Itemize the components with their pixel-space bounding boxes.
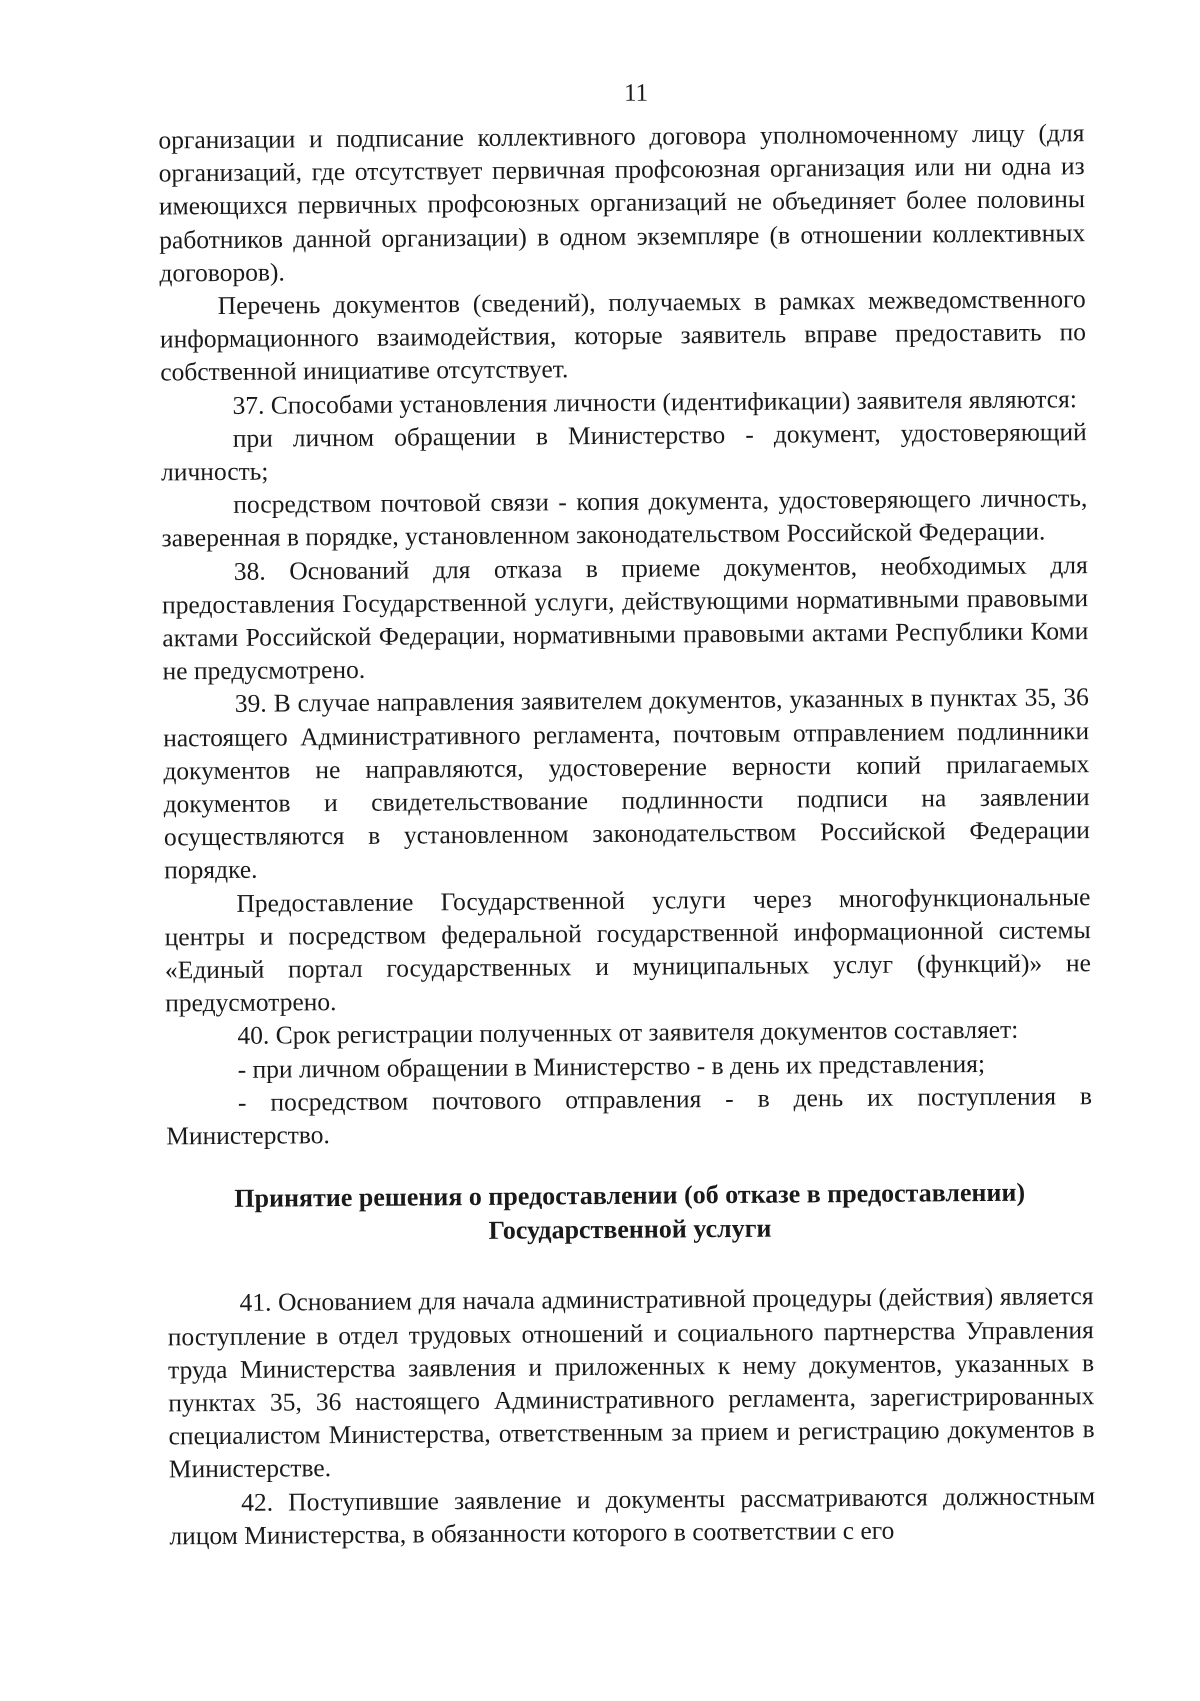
paragraph-37: 37. Способами установления личности (идентификации) заявителя являются: — [232, 383, 1077, 420]
section-heading — [167, 1175, 1094, 1250]
paragraph-continuation: организации и подписание коллективного договора уполномоченному лицу (для организаций, где отсутствует первичная профсоюзная организация или ни одна из имеющихся первичных профсоюзных организаций не объединяет более половины работников данной организации) в одном экземпляре (в отношении коллективных договоров). — [158, 118, 1086, 288]
paragraph-42: 42. Поступившие заявление и документы рассматриваются должностным лицом Министерства, в обязанности которого в соответствии с его — [169, 1480, 1096, 1551]
section-heading-line-2: Государственной услуги — [488, 1213, 772, 1246]
paragraph-39: 39. В случае направления заявителем документов, указанных в пунктах 35, 36 настоящего Административного регламента, почтовым отправлением подлинники документов не направляются, удостоверение верности копий прилагаемых документов и свидетельствование подлинности подписи на заявлении осуществляются в установленном законодательством Российской Федерации порядке. — [163, 682, 1090, 885]
paragraph-mfc: Предоставление Государственной услуги через многофункциональные центры и посредством федеральной государственной информационной системы «Единый портал государственных и муниципальных услуг (функций)» не предусмотрено. — [164, 881, 1092, 1018]
page-number: 11 — [623, 79, 649, 107]
paragraph-40-postal: - посредством почтового отправления - в день их поступления в Министерство. — [166, 1081, 1093, 1151]
paragraph-41: 41. Основанием для начала административной процедуры (действия) является поступление в отдел трудовых отношений и социального партнерства Управления труда Министерства заявления и приложенных к нему документов, указанных в пунктах 35, 36 настоящего Административного регламента, зарегистрированных специалистом Министерства, ответственным за прием и регистрацию документов в Министерстве. — [167, 1281, 1095, 1484]
paragraph-38: 38. Оснований для отказа в приеме документов, необходимых для предоставления Государственной услуги, действующими нормативными правовыми актами Российской Федерации, нормативными правовыми актами Республики Коми не предусмотрено. — [161, 549, 1089, 686]
paragraph-40: 40. Срок регистрации полученных от заявителя документов составляет: — [237, 1015, 1019, 1051]
paragraph-interagency-list: Перечень документов (сведений), получаемых в рамках межведомственного информационного взаимодействия, которые заявитель вправе предоставить по собственной инициативе отсутствует. — [159, 284, 1087, 387]
paragraph-37-postal: посредством почтовой связи - копия документа, удостоверяющего личность, заверенная в порядке, установленном законодательством Российской Федерации. — [161, 483, 1088, 553]
section-heading-line-1: Принятие решения о предоставлении (об отказе в предоставлении) — [234, 1177, 1026, 1214]
paragraph-40-personal: - при личном обращении в Министерство - в день их представления; — [237, 1048, 986, 1084]
paragraph-37-personal: при личном обращении в Министерство - документ, удостоверяющий личность; — [160, 416, 1087, 487]
